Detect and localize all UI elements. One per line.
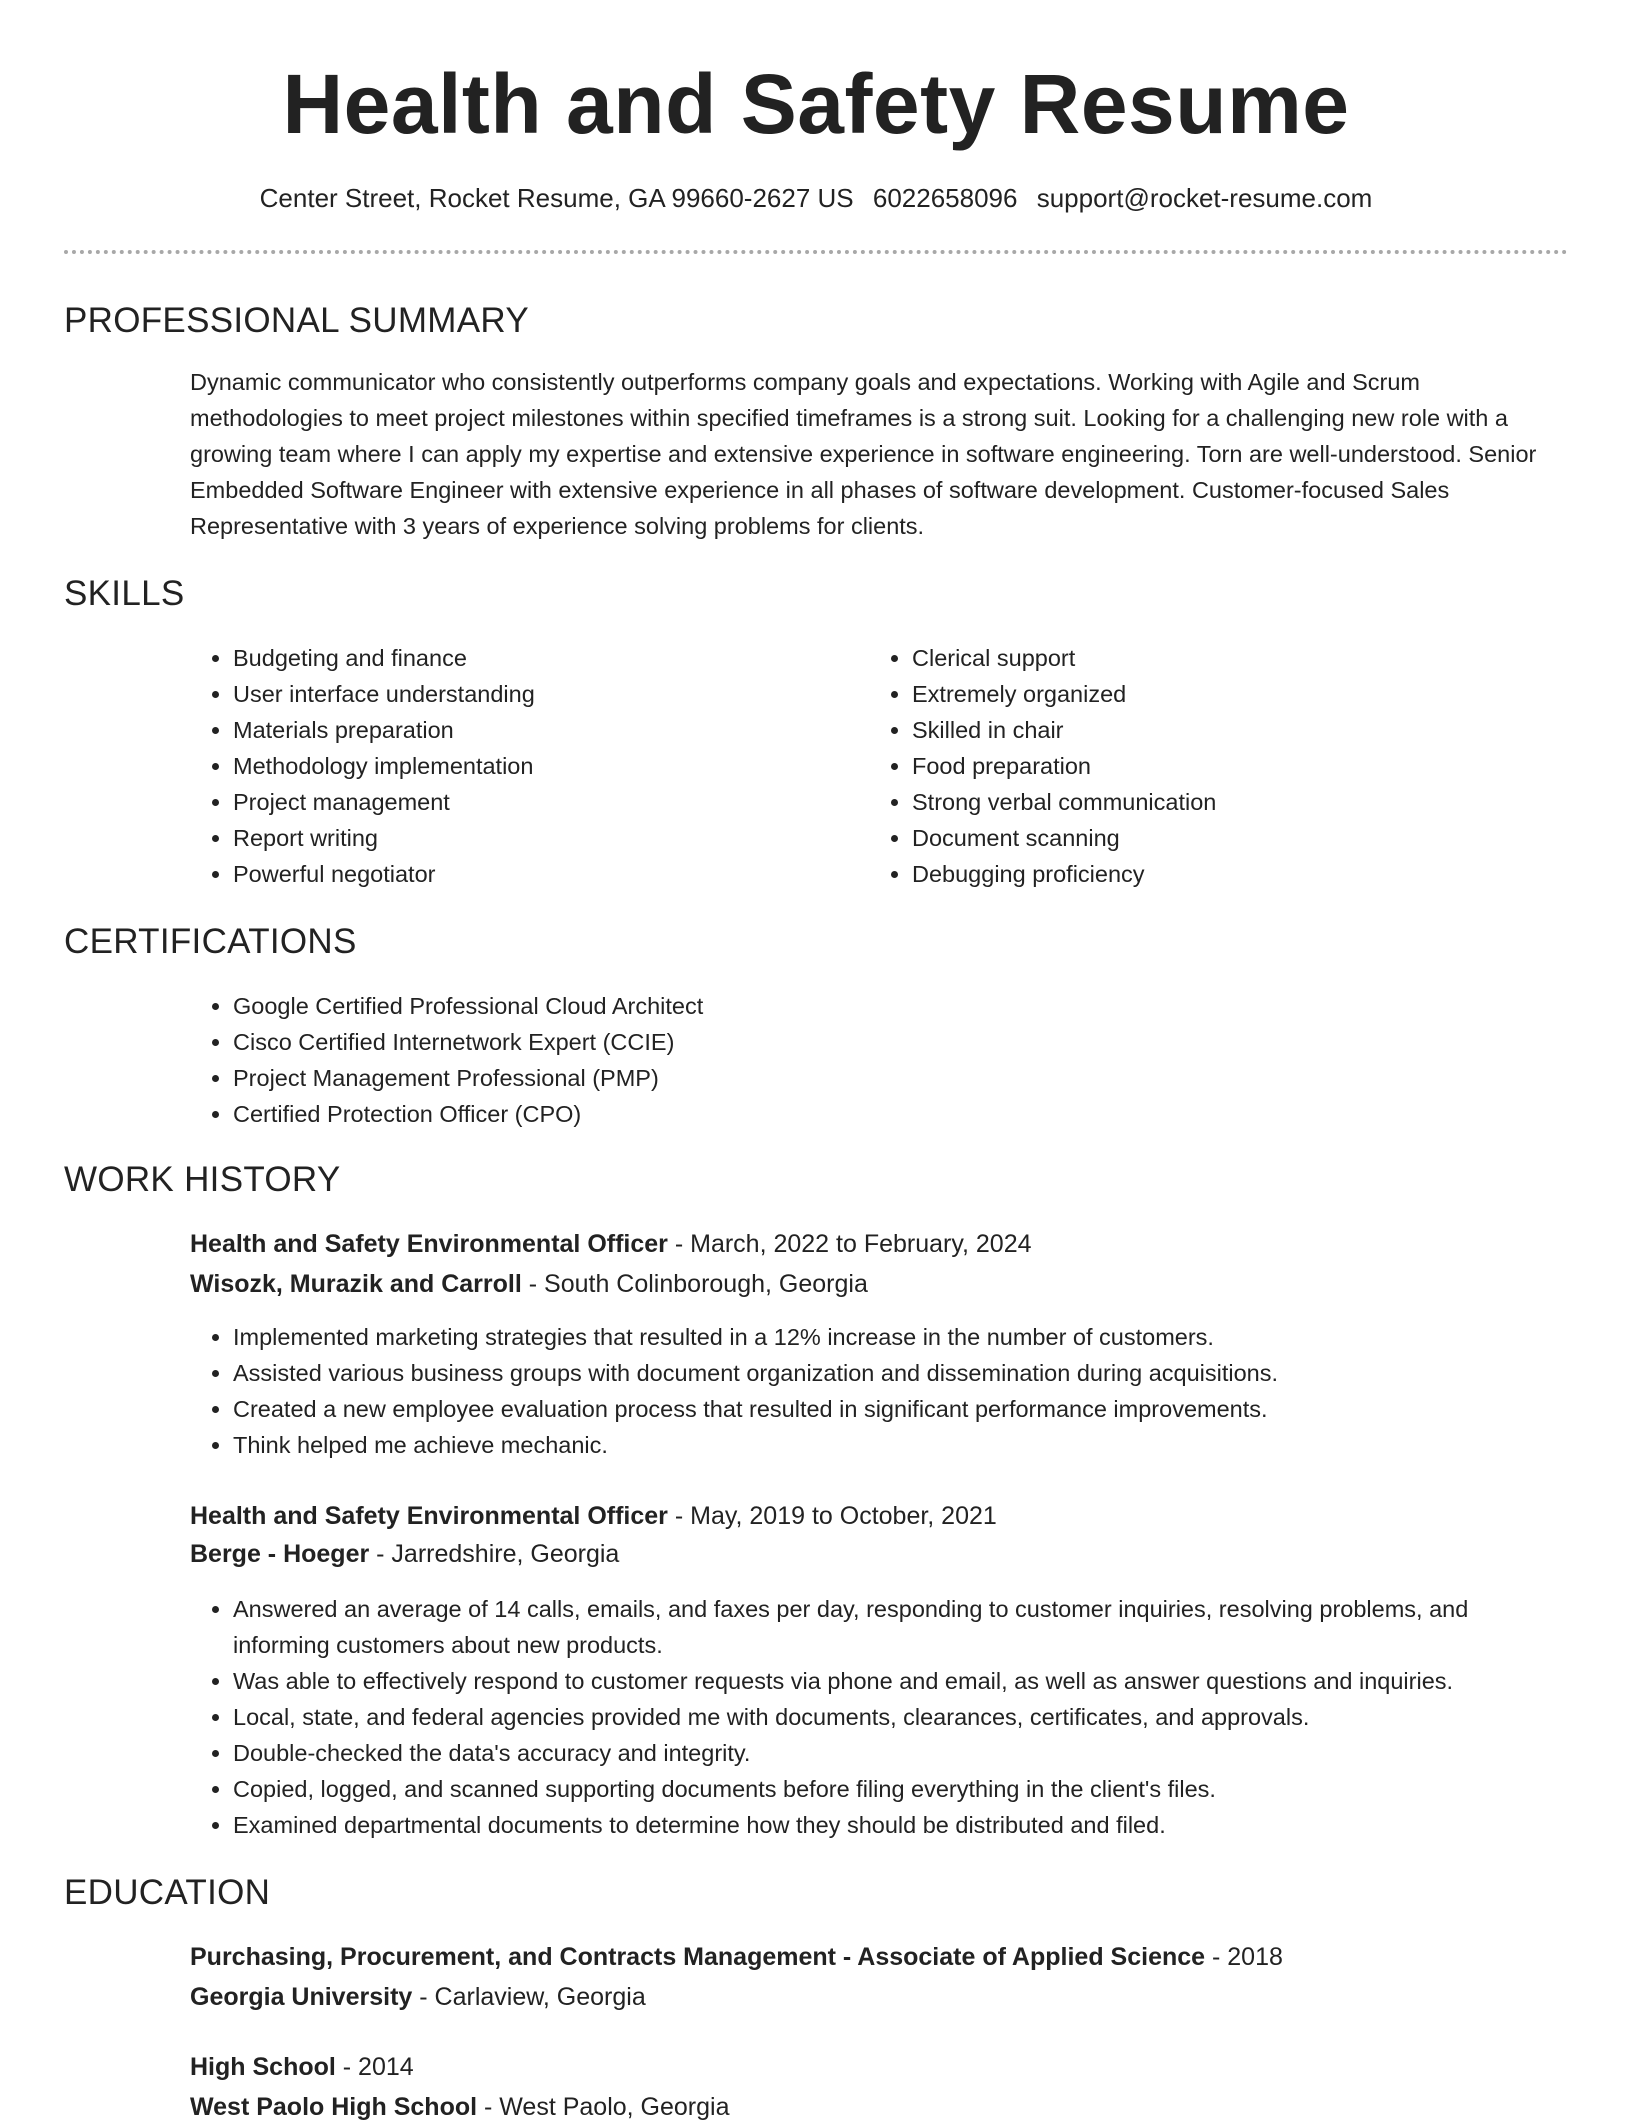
job-location: - South Colinborough, Georgia bbox=[521, 1270, 868, 1298]
skill-item: • Budgeting and finance bbox=[233, 640, 810, 676]
section-heading-certifications: CERTIFICATIONS bbox=[64, 922, 357, 961]
job-company: Berge - Hoeger bbox=[190, 1540, 370, 1568]
education-school: Georgia University bbox=[190, 1983, 413, 2011]
certifications-list bbox=[190, 988, 1560, 1132]
job-bullet: • Assisted various business groups with document organization and dissemination during acquisitions. bbox=[233, 1355, 1560, 1391]
certification-item: • Project Management Professional (PMP) bbox=[233, 1060, 1560, 1096]
resume-title: Health and Safety Resume bbox=[282, 57, 1350, 151]
skill-item: • Debugging proficiency bbox=[912, 856, 1529, 892]
contact-email: support@rocket-resume.com bbox=[1036, 183, 1373, 213]
skill-item: • Document scanning bbox=[912, 820, 1529, 856]
education-school: West Paolo High School bbox=[190, 2093, 478, 2121]
contact-line bbox=[0, 180, 1632, 216]
skill-item: • Food preparation bbox=[912, 748, 1529, 784]
job-bullets bbox=[190, 1591, 1560, 1843]
job-bullet: • Double-checked the data's accuracy and integrity. bbox=[233, 1735, 1560, 1771]
job-bullet: • Local, state, and federal agencies provided me with documents, clearances, certificates, and approvals. bbox=[233, 1699, 1560, 1735]
job-bullets bbox=[190, 1319, 1560, 1463]
education-degree: Purchasing, Procurement, and Contracts Management - Associate of Applied Science bbox=[190, 1943, 1206, 1971]
job-dates: - May, 2019 to October, 2021 bbox=[667, 1502, 997, 1530]
job-bullet: • Examined departmental documents to determine how they should be distributed and filed. bbox=[233, 1807, 1560, 1843]
education-location: - West Paolo, Georgia bbox=[477, 2093, 730, 2121]
skill-item: • Powerful negotiator bbox=[233, 856, 810, 892]
job-bullet: • Created a new employee evaluation process that resulted in significant performance improvements. bbox=[233, 1391, 1560, 1427]
skill-item: • Methodology implementation bbox=[233, 748, 810, 784]
job-title-line bbox=[190, 1226, 1032, 1262]
section-heading-skills: SKILLS bbox=[64, 574, 185, 613]
education-school-line bbox=[190, 1979, 646, 2015]
job-bullet: • Was able to effectively respond to customer requests via phone and email, as well as answer questions and inquiries. bbox=[233, 1663, 1560, 1699]
skill-item: • Report writing bbox=[233, 820, 810, 856]
section-heading-work: WORK HISTORY bbox=[64, 1160, 341, 1199]
education-year: - 2014 bbox=[335, 2053, 414, 2081]
job-bullet: • Copied, logged, and scanned supporting documents before filing everything in the client's files. bbox=[233, 1771, 1560, 1807]
skill-item: • User interface understanding bbox=[233, 676, 810, 712]
header-divider bbox=[64, 250, 1568, 254]
skills-column-right bbox=[869, 640, 1529, 892]
section-heading-education: EDUCATION bbox=[64, 1873, 271, 1912]
job-company: Wisozk, Murazik and Carroll bbox=[190, 1270, 522, 1298]
job-bullet: • Think helped me achieve mechanic. bbox=[233, 1427, 1560, 1463]
skill-item: • Project management bbox=[233, 784, 810, 820]
job-bullet: • Implemented marketing strategies that resulted in a 12% increase in the number of customers. bbox=[233, 1319, 1560, 1355]
job-title: Health and Safety Environmental Officer bbox=[190, 1230, 668, 1258]
job-dates: - March, 2022 to February, 2024 bbox=[667, 1230, 1032, 1258]
education-degree-line bbox=[190, 2049, 414, 2085]
certification-item: • Cisco Certified Internetwork Expert (CCIE) bbox=[233, 1024, 1560, 1060]
skill-item: • Clerical support bbox=[912, 640, 1529, 676]
job-title-line bbox=[190, 1498, 997, 1534]
contact-address: Center Street, Rocket Resume, GA 99660-2627 US bbox=[259, 183, 854, 213]
skill-item: • Strong verbal communication bbox=[912, 784, 1529, 820]
certification-item: • Google Certified Professional Cloud Architect bbox=[233, 988, 1560, 1024]
skill-item: • Materials preparation bbox=[233, 712, 810, 748]
section-heading-summary: PROFESSIONAL SUMMARY bbox=[64, 301, 529, 340]
job-bullet: • Answered an average of 14 calls, emails, and faxes per day, responding to customer inquiries, resolving problems, and informing customers about new products. bbox=[233, 1591, 1560, 1663]
education-degree: High School bbox=[190, 2053, 336, 2081]
education-year: - 2018 bbox=[1205, 1943, 1283, 1971]
skills-column-left bbox=[190, 640, 810, 892]
job-company-line bbox=[190, 1536, 619, 1572]
certification-item: • Certified Protection Officer (CPO) bbox=[233, 1096, 1560, 1132]
job-location: - Jarredshire, Georgia bbox=[369, 1540, 620, 1568]
education-location: - Carlaview, Georgia bbox=[412, 1983, 646, 2011]
contact-phone: 6022658096 bbox=[872, 183, 1018, 213]
skill-item: • Skilled in chair bbox=[912, 712, 1529, 748]
summary-text: Dynamic communicator who consistently outperforms company goals and expectations. Working with Agile and Scrum methodologies to meet project milestones within specified timeframes is a strong suit. Looking for a challenging new role with a growing team where I can apply my expertise and extensive experience in software engineering. Torn are well-understood. Senior Embedded Software Engineer with extensive experience in all phases of software development. Customer-focused Sales Representative with 3 years of experience solving problems for clients. bbox=[190, 369, 1537, 539]
job-company-line bbox=[190, 1266, 868, 1302]
skill-item: • Extremely organized bbox=[912, 676, 1529, 712]
education-school-line bbox=[190, 2089, 730, 2125]
education-degree-line bbox=[190, 1939, 1283, 1975]
job-title: Health and Safety Environmental Officer bbox=[190, 1502, 668, 1530]
